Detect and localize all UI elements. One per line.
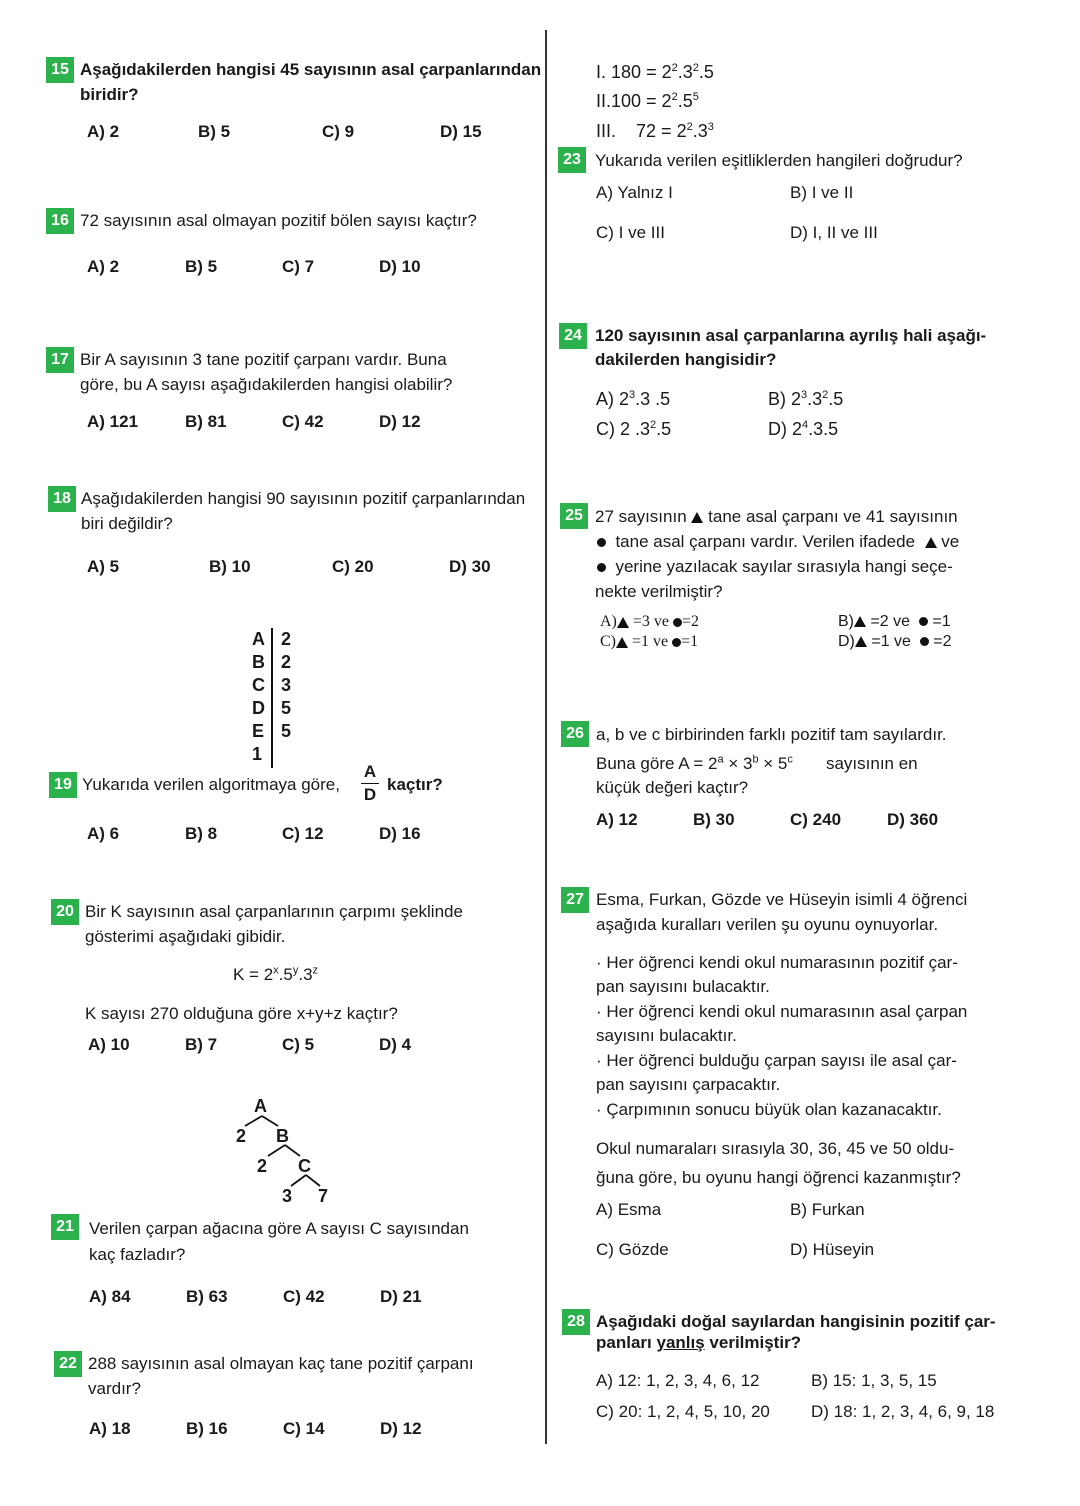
formula-mid2: .3 <box>298 965 313 984</box>
q24-option-c[interactable] <box>596 419 671 440</box>
statement-3-label: III. <box>596 121 617 141</box>
q23-option-c[interactable]: C) I ve III <box>596 223 665 242</box>
q25-d-tri: =1 ve <box>871 633 911 650</box>
question-26-line2 <box>596 751 918 776</box>
q25-line1-start: 27 sayısının <box>595 507 687 526</box>
rule-3-line1: · Her öğrenci bulduğu çarpan sayısı ile asal çar- <box>596 1051 957 1070</box>
q16-option-d[interactable]: D) 10 <box>379 257 421 276</box>
q26-exp-c: c <box>787 753 793 766</box>
q24-a-rest: .3 .5 <box>635 389 671 409</box>
question-27-line1: Esma, Furkan, Gözde ve Hüseyin isimli 4 öğrenci <box>596 890 968 909</box>
formula-base: K = 2 <box>233 965 274 984</box>
q17-option-b[interactable]: B) 81 <box>185 412 227 431</box>
q20-option-a[interactable]: A) 10 <box>88 1035 130 1054</box>
question-27-line4: ğuna göre, bu oyunu hangi öğrenci kazanmıştır? <box>596 1168 961 1187</box>
q19-option-a[interactable]: A) 6 <box>87 824 120 843</box>
q25-line1-end: tane asal çarpanı ve 41 sayısının <box>708 507 958 526</box>
q24-option-a[interactable] <box>596 389 670 410</box>
question-15-line1: Aşağıdakilerden hangisi 45 sayısının asal çarpanlarından <box>80 60 542 79</box>
question-21-line1: Verilen çarpan ağacına göre A sayısı C sayısından <box>89 1219 469 1238</box>
question-25-line3 <box>597 554 953 579</box>
question-24-line1: 120 sayısının asal çarpanlarına ayrılış hali aşağı- <box>595 326 987 345</box>
q17-option-d[interactable]: D) 12 <box>379 412 421 431</box>
q25-b-tri: =2 ve <box>870 613 911 630</box>
circle-icon <box>919 617 928 626</box>
q15-option-a[interactable]: A) 2 <box>87 122 120 141</box>
question-number-19: 19 <box>49 772 77 798</box>
q25-b-dot: =1 <box>932 613 951 630</box>
rule-4: · Çarpımının sonucu büyük olan kazanacaktır. <box>596 1100 942 1119</box>
statement-1-text: 180 = 2 <box>611 62 672 82</box>
q20-option-b[interactable]: B) 7 <box>185 1035 218 1054</box>
statement-2-text: 100 = 2 <box>611 91 672 111</box>
q18-option-c[interactable]: C) 20 <box>332 557 374 576</box>
statement-1 <box>596 60 714 85</box>
question-number-25: 25 <box>560 503 588 529</box>
triangle-icon <box>925 537 937 548</box>
statement-2 <box>596 89 699 114</box>
q27-option-b[interactable]: B) Furkan <box>790 1200 865 1219</box>
q23-option-b[interactable]: B) I ve II <box>790 183 854 202</box>
q28-option-c[interactable]: C) 20: 1, 2, 4, 5, 10, 20 <box>596 1402 770 1421</box>
q22-option-a[interactable]: A) 18 <box>89 1419 131 1438</box>
q18-option-a[interactable]: A) 5 <box>87 557 120 576</box>
statement-2-label: II. <box>596 91 612 111</box>
q24-c-label: C) <box>596 419 615 439</box>
q22-option-c[interactable]: C) 14 <box>283 1419 325 1438</box>
question-number-16: 16 <box>46 208 74 234</box>
statement-1-mid: .3 <box>677 62 693 82</box>
tree-node-b: B <box>276 1126 289 1146</box>
rule-2-line1: · Her öğrenci kendi okul numarasının asal çarpan <box>596 1002 968 1021</box>
q24-option-d[interactable] <box>768 419 838 440</box>
q24-b-base: 2 <box>791 389 802 409</box>
rule-1-line2: pan sayısını bulacaktır. <box>596 977 770 996</box>
q21-option-b[interactable]: B) 63 <box>186 1287 228 1306</box>
q25-option-b[interactable] <box>838 613 951 631</box>
algorithm-left-b: B <box>252 652 265 672</box>
q26-formula-start: Buna göre A = 2 <box>596 754 718 773</box>
q26-option-d[interactable]: D) 360 <box>887 810 939 829</box>
q26-option-c[interactable]: C) 240 <box>790 810 842 829</box>
q20-option-c[interactable]: C) 5 <box>282 1035 315 1054</box>
q26-line2-end: sayısının en <box>825 754 918 773</box>
question-18-line2: biri değildir? <box>81 514 173 533</box>
triangle-icon <box>691 512 703 523</box>
algorithm-left-1: 1 <box>252 744 263 764</box>
q25-a-tri: =3 ve <box>632 613 670 630</box>
fraction-denominator: D <box>363 785 377 804</box>
statement-3-text: 72 = 2 <box>636 121 687 141</box>
q26-exp-b: b <box>752 753 759 766</box>
q25-c-dot: =1 <box>681 633 699 650</box>
q24-d-label: D) <box>768 419 787 439</box>
question-20-formula <box>233 962 318 987</box>
formula-exp-z: z <box>312 964 319 977</box>
question-number-17: 17 <box>46 347 74 373</box>
question-number-20: 20 <box>51 899 79 925</box>
algorithm-right-5: 5 <box>281 721 292 741</box>
question-number-18: 18 <box>48 486 76 512</box>
algorithm-right-1: 2 <box>281 629 292 649</box>
q28-line2-end: verilmiştir? <box>709 1333 802 1352</box>
q26-option-b[interactable]: B) 30 <box>693 810 735 829</box>
q24-d-rest: .3.5 <box>808 419 839 439</box>
q16-option-c[interactable]: C) 7 <box>282 257 315 276</box>
q16-option-b[interactable]: B) 5 <box>185 257 218 276</box>
q15-option-b[interactable]: B) 5 <box>198 122 231 141</box>
q25-option-a[interactable] <box>600 613 699 631</box>
statement-1-label: I. <box>596 62 607 82</box>
q15-option-c[interactable]: C) 9 <box>322 122 355 141</box>
statement-2-mid: .5 <box>677 91 693 111</box>
algorithm-left-a: A <box>252 629 265 649</box>
algorithm-right-4: 5 <box>281 698 292 718</box>
q21-option-c[interactable]: C) 42 <box>283 1287 325 1306</box>
question-25-line1 <box>595 504 958 529</box>
q28-option-b[interactable]: B) 15: 1, 3, 5, 15 <box>811 1371 937 1390</box>
question-number-22: 22 <box>54 1351 82 1377</box>
q25-d-label: D) <box>838 633 855 650</box>
q15-option-d[interactable]: D) 15 <box>440 122 482 141</box>
question-27-line3: Okul numaraları sırasıyla 30, 36, 45 ve 50 oldu- <box>596 1139 955 1158</box>
q17-option-a[interactable]: A) 121 <box>87 412 139 431</box>
question-17-line2: göre, bu A sayısı aşağıdakilerden hangisi olabilir? <box>80 375 453 394</box>
q25-c-label: C) <box>600 633 616 650</box>
q22-option-d[interactable]: D) 12 <box>380 1419 422 1438</box>
algorithm-vertical-line <box>271 628 273 768</box>
question-20-line3: K sayısı 270 olduğuna göre x+y+z kaçtır? <box>85 1004 398 1023</box>
q24-c-base: 2 .3 <box>620 419 651 439</box>
q19-option-d[interactable]: D) 16 <box>379 824 421 843</box>
statement-3-mid: .3 <box>692 121 708 141</box>
q25-line2-end: ve <box>941 532 960 551</box>
question-number-23: 23 <box>558 147 586 173</box>
statement-1-exp2: 2 <box>692 62 699 74</box>
tree-node-a: A <box>254 1096 267 1116</box>
question-number-26: 26 <box>561 721 589 747</box>
statement-3 <box>596 119 714 144</box>
q25-line3-text: yerine yazılacak sayılar sırasıyla hangi seçe- <box>615 557 953 576</box>
q25-option-c[interactable] <box>600 633 698 651</box>
algorithm-right-3: 3 <box>281 675 292 695</box>
q17-option-c[interactable]: C) 42 <box>282 412 324 431</box>
tree-node-7: 7 <box>318 1186 329 1206</box>
question-23-text: Yukarıda verilen eşitliklerden hangileri doğrudur? <box>595 151 963 170</box>
circle-icon <box>920 637 929 646</box>
q24-d-exp: 4 <box>802 419 809 431</box>
triangle-icon <box>854 616 866 627</box>
q24-b-mid: .3 <box>807 389 823 409</box>
question-28-line2 <box>596 1330 801 1355</box>
tree-node-3: 3 <box>282 1186 293 1206</box>
q25-option-d[interactable] <box>838 633 952 651</box>
question-20-line2: gösterimi aşağıdaki gibidir. <box>85 927 286 946</box>
question-24-line2: dakilerden hangisidir? <box>595 350 777 369</box>
rule-1-line1: · Her öğrenci kendi okul numarasının pozitif çar- <box>596 953 958 972</box>
question-number-27: 27 <box>561 887 589 913</box>
question-19-text-after: kaçtır? <box>387 775 443 794</box>
q24-c-exp: 2 <box>650 419 657 431</box>
q27-option-c[interactable]: C) Gözde <box>596 1240 669 1259</box>
question-22-line1: 288 sayısının asal olmayan kaç tane pozitif çarpanı <box>88 1354 474 1373</box>
question-19-text-before: Yukarıda verilen algoritmaya göre, <box>82 775 340 794</box>
q25-c-tri: =1 ve <box>632 633 669 650</box>
q18-option-d[interactable]: D) 30 <box>449 557 491 576</box>
q24-b-label: B) <box>768 389 786 409</box>
triangle-icon <box>855 636 867 647</box>
q26-mid2: × 5 <box>758 754 788 773</box>
question-25-line4: nekte verilmiştir? <box>595 582 723 601</box>
fraction-numerator: A <box>363 762 377 781</box>
question-21-line2: kaç fazladır? <box>89 1245 186 1264</box>
q28-option-a[interactable]: A) 12: 1, 2, 3, 4, 6, 12 <box>596 1371 760 1390</box>
formula-exp-x: x <box>273 964 279 977</box>
q22-option-b[interactable]: B) 16 <box>186 1419 228 1438</box>
q25-a-label: A) <box>600 613 617 630</box>
q23-option-a[interactable]: A) Yalnız I <box>596 183 673 202</box>
question-number-21: 21 <box>51 1214 79 1240</box>
question-28-line1: Aşağıdaki doğal sayılardan hangisinin pozitif çar- <box>596 1312 996 1331</box>
question-26-line3: küçük değeri kaçtır? <box>596 778 749 797</box>
q18-option-b[interactable]: B) 10 <box>209 557 251 576</box>
q24-a-base: 2 <box>619 389 630 409</box>
rule-3-line2: pan sayısını çarpacaktır. <box>596 1075 781 1094</box>
q28-line2-start: panları <box>596 1333 652 1352</box>
statement-1-exp1: 2 <box>671 62 678 74</box>
q25-line2-start: tane asal çarpanı vardır. Verilen ifadede <box>615 532 916 551</box>
q21-option-d[interactable]: D) 21 <box>380 1287 422 1306</box>
q16-option-a[interactable]: A) 2 <box>87 257 120 276</box>
question-26-line1: a, b ve c birbirinden farklı pozitif tam sayılardır. <box>596 725 947 744</box>
q23-option-d[interactable]: D) I, II ve III <box>790 223 878 242</box>
circle-icon <box>673 618 682 627</box>
q24-b-exp2: 2 <box>822 389 829 401</box>
question-16-text: 72 sayısının asal olmayan pozitif bölen sayısı kaçtır? <box>80 211 477 230</box>
circle-icon <box>597 563 606 572</box>
formula-mid1: .5 <box>278 965 293 984</box>
tree-node-2a: 2 <box>236 1126 247 1146</box>
question-number-15: 15 <box>46 57 74 83</box>
q24-d-base: 2 <box>792 419 803 439</box>
q24-c-rest: .5 <box>656 419 672 439</box>
formula-exp-y: y <box>292 964 299 977</box>
q19-option-b[interactable]: B) 8 <box>185 824 218 843</box>
q24-b-exp: 3 <box>801 389 808 401</box>
q20-option-d[interactable]: D) 4 <box>379 1035 412 1054</box>
tree-node-c: C <box>298 1156 311 1176</box>
question-18-line1: Aşağıdakilerden hangisi 90 sayısının pozitif çarpanlarından <box>81 489 526 508</box>
circle-icon <box>672 638 681 647</box>
question-22-line2: vardır? <box>88 1379 141 1398</box>
q21-option-a[interactable]: A) 84 <box>89 1287 131 1306</box>
question-number-24: 24 <box>559 323 587 349</box>
q28-option-d[interactable]: D) 18: 1, 2, 3, 4, 6, 9, 18 <box>811 1402 995 1421</box>
tree-node-2b: 2 <box>257 1156 268 1176</box>
statement-2-exp2: 5 <box>692 91 699 103</box>
q24-option-b[interactable] <box>768 389 843 410</box>
fraction-a-over-d <box>361 762 379 805</box>
algorithm-left-d: D <box>252 698 265 718</box>
rule-2-line2: sayısını bulacaktır. <box>596 1026 737 1045</box>
q25-d-dot: =2 <box>933 633 952 650</box>
triangle-icon <box>617 617 629 628</box>
fraction-bar <box>361 783 379 784</box>
q28-underlined-word: yanlış <box>656 1333 705 1352</box>
algorithm-left-c: C <box>252 675 265 695</box>
statement-3-exp2: 3 <box>707 121 714 133</box>
circle-icon <box>597 538 606 547</box>
algorithm-right-2: 2 <box>281 652 292 672</box>
q27-option-a[interactable]: A) Esma <box>596 1200 662 1219</box>
q24-a-label: A) <box>596 389 614 409</box>
question-number-28: 28 <box>562 1309 590 1335</box>
q24-b-rest: .5 <box>828 389 844 409</box>
statement-1-end: .5 <box>698 62 714 82</box>
q27-option-d[interactable]: D) Hüseyin <box>790 1240 875 1259</box>
q26-exp-a: a <box>717 753 724 766</box>
column-divider <box>545 30 547 1444</box>
question-27-line2: aşağıda kuralları verilen şu oyunu oynuyorlar. <box>596 915 939 934</box>
q26-mid1: × 3 <box>723 754 753 773</box>
q26-option-a[interactable]: A) 12 <box>596 810 638 829</box>
q25-b-label: B) <box>838 613 854 630</box>
statement-2-exp1: 2 <box>671 91 678 103</box>
q19-option-c[interactable]: C) 12 <box>282 824 324 843</box>
q25-a-dot: =2 <box>682 613 700 630</box>
question-17-line1: Bir A sayısının 3 tane pozitif çarpanı vardır. Buna <box>80 350 447 369</box>
triangle-icon <box>616 637 628 648</box>
question-15-line2: biridir? <box>80 85 139 104</box>
question-20-line1: Bir K sayısının asal çarpanlarının çarpımı şeklinde <box>85 902 463 921</box>
q24-a-exp: 3 <box>629 389 636 401</box>
question-25-line2 <box>597 529 959 554</box>
statement-3-exp1: 2 <box>686 121 693 133</box>
algorithm-left-e: E <box>252 721 265 741</box>
